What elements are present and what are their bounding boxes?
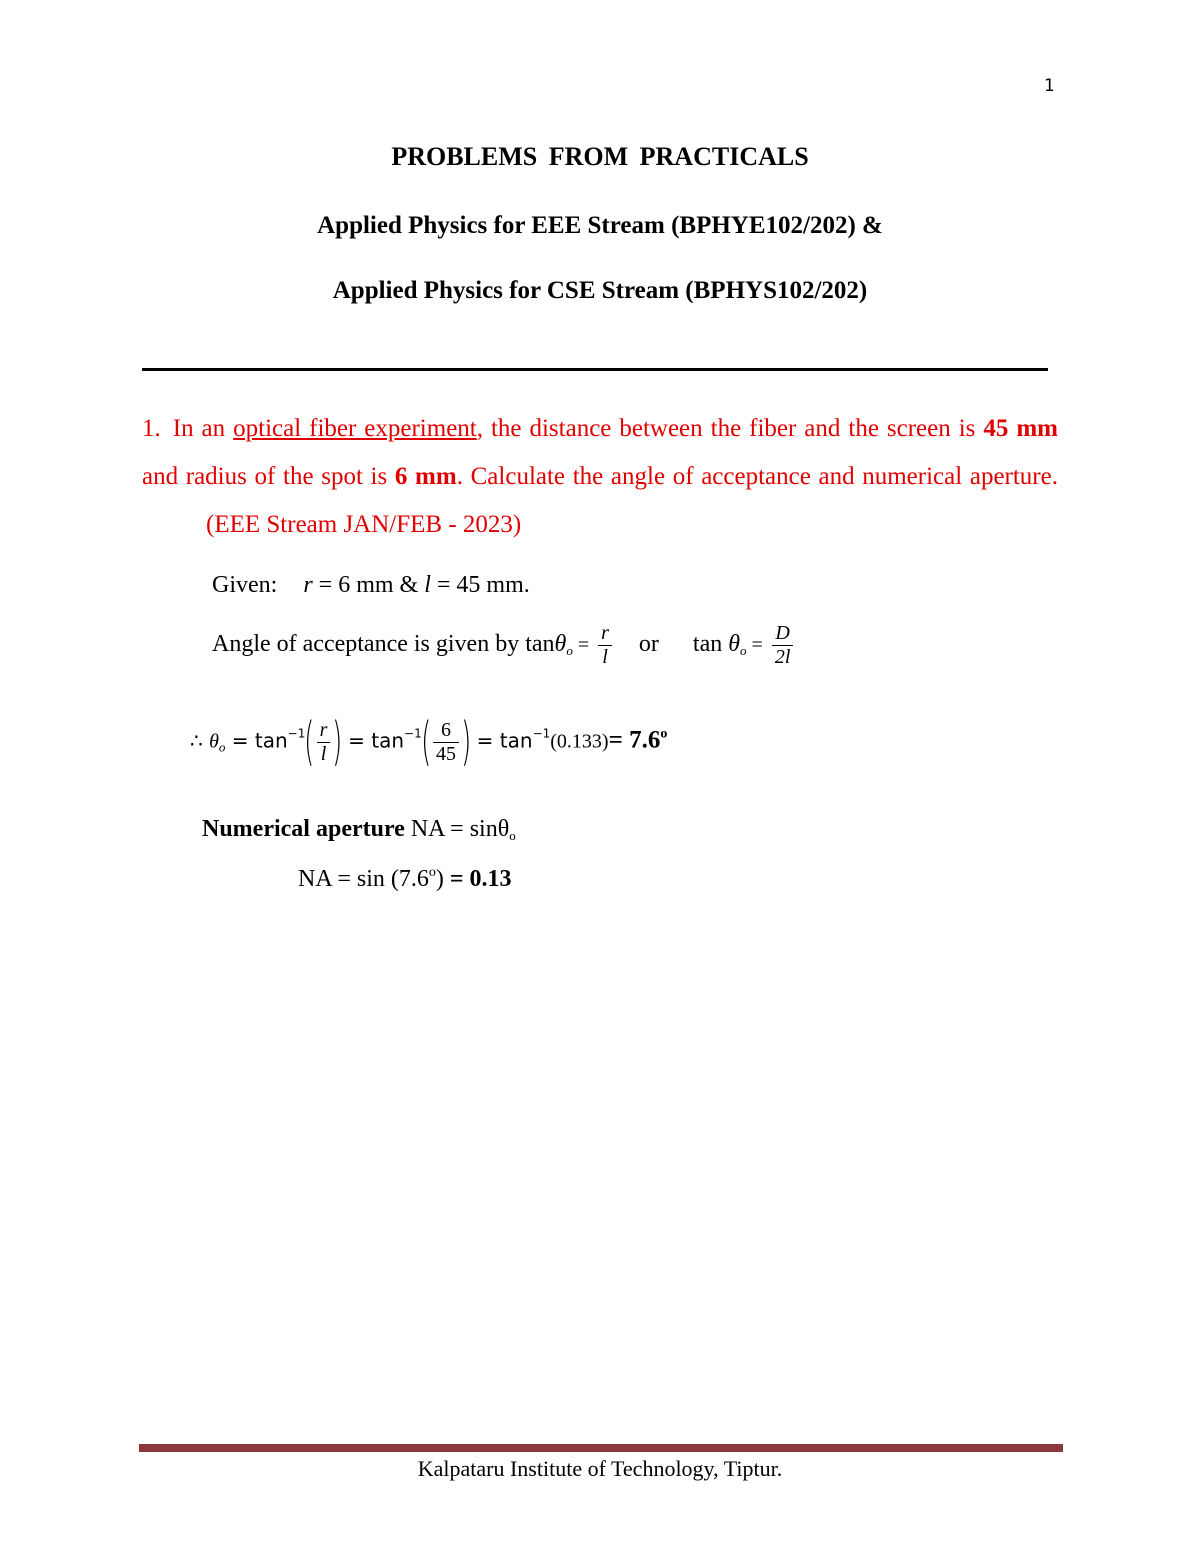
eq-tan-3: = tan <box>476 728 533 753</box>
question-text-b: , the distance between the fiber and the screen is <box>476 415 984 442</box>
paren-close-2: ) <box>461 712 472 772</box>
eq-result: = 7.6 <box>608 726 661 754</box>
angle-equals: = <box>572 634 590 657</box>
paren-open-1: ( <box>304 712 315 772</box>
question-value-radius: 6 mm <box>394 463 457 490</box>
theta-symbol-2: θ <box>728 631 741 658</box>
eq-theta-subscript: o <box>218 739 226 755</box>
given-label: Given: <box>212 572 278 598</box>
eq-inverse-2: −1 <box>404 726 422 741</box>
paren-close-1: ) <box>332 712 343 772</box>
theta-symbol: θ <box>554 631 567 658</box>
header-rule <box>142 368 1048 371</box>
na-formula: NA = sinθ <box>404 816 510 842</box>
footer-text: Kalpataru Institute of Technology, Tiptur. <box>417 1456 783 1481</box>
fraction-d-over-2l: $\frac{D}{2l}$ <box>772 622 794 669</box>
question-text-d: . Calculate the angle of acceptance and numerical aperture. <box>456 463 1058 490</box>
na-subscript: o <box>509 828 516 843</box>
question-source: (EEE Stream JAN/FEB - 2023) <box>206 511 522 538</box>
question-1 <box>142 405 1058 549</box>
na-result: = 0.13 <box>443 866 512 892</box>
eq-inverse-3: −1 <box>532 726 551 741</box>
question-text-c: and radius of the spot is <box>142 463 395 490</box>
therefore-symbol: ∴ <box>190 730 203 753</box>
theta-subscript-2: o <box>740 643 747 659</box>
angle-text: Angle of acceptance is given by tan <box>212 631 555 658</box>
paren-open-2: ( <box>420 712 431 772</box>
angle-equals-2: = <box>746 634 763 657</box>
or-text: or <box>638 631 659 658</box>
eq-degree: o <box>660 726 668 742</box>
subtitle-cse: Applied Physics for CSE Stream (BPHYS102/202) <box>332 277 868 304</box>
angle-formula <box>212 622 796 682</box>
subtitle-eee: Applied Physics for EEE Stream (BPHYE102/202) & <box>317 212 883 239</box>
page-number: 1 <box>1044 76 1055 96</box>
footer-rule <box>139 1444 1063 1452</box>
na-calc: NA = sin (7.6 <box>298 866 429 892</box>
na-label: Numerical aperture <box>202 816 405 842</box>
question-value-distance: 45 mm <box>983 415 1058 442</box>
numerical-aperture-line <box>202 816 516 844</box>
theta-subscript: o <box>566 643 573 659</box>
given-r-var: r <box>303 572 313 598</box>
na-degree: o <box>428 865 436 880</box>
given-line <box>212 572 530 599</box>
eq-tan-2: = tan <box>348 728 405 753</box>
eq-tan-1: = tan <box>231 728 288 753</box>
given-l-var: l <box>424 572 431 598</box>
fraction-r-over-l: $\frac{r}{l}$ <box>598 622 612 669</box>
na-calculation <box>298 865 512 893</box>
question-text-a: In an <box>172 415 234 442</box>
tan-text: tan <box>692 631 723 658</box>
eq-inverse-1: −1 <box>287 726 306 741</box>
eq-argument: (0.133) <box>550 730 609 753</box>
angle-equation <box>190 712 667 782</box>
question-number: 1. <box>142 415 161 442</box>
eq-fraction-r-l: $\frac{r}{l}$ <box>317 719 331 766</box>
question-link: optical fiber experiment <box>233 415 477 442</box>
page-title: PROBLEMS FROM PRACTICALS <box>391 142 809 171</box>
eq-fraction-6-45: $\frac{6}{45}$ <box>433 719 459 766</box>
na-close: ) <box>435 866 444 892</box>
given-l-value: = 45 mm. <box>430 572 530 598</box>
eq-theta: θ <box>209 730 219 753</box>
given-r-value: = 6 mm & <box>312 572 425 598</box>
